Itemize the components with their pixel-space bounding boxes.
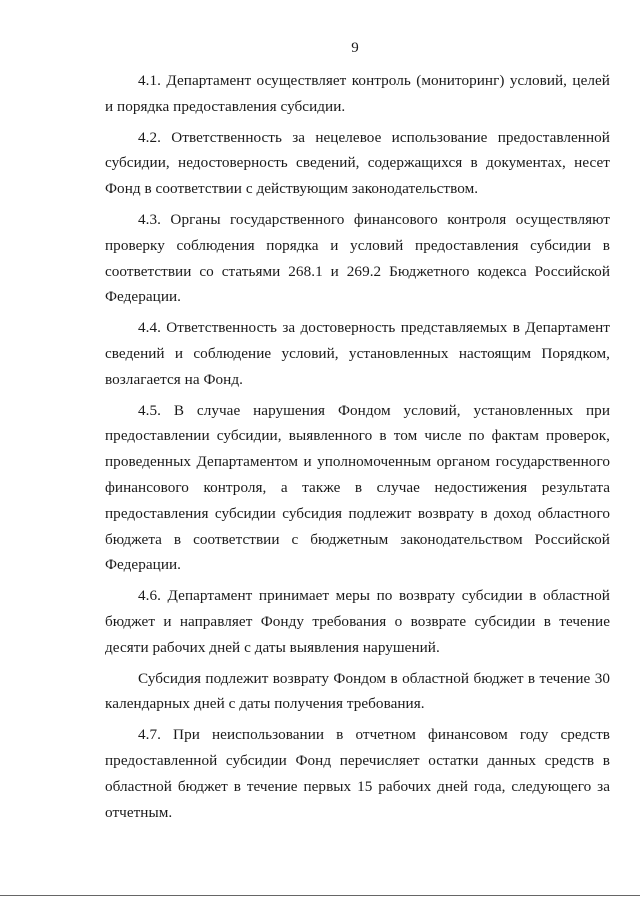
paragraph-4-4: 4.4. Ответственность за достоверность представляемых в Департамент сведений и соблюдение условий, установленных настоящим Порядком, возлагается на Фонд. <box>105 319 610 388</box>
document-body <box>105 68 610 830</box>
paragraph-4-2: 4.2. Ответственность за нецелевое использование предоставленной субсидии, недостоверность сведений, содержащихся в документах, несет Фонд в соответствии с действующим законодательством. <box>105 128 610 198</box>
bottom-edge-line <box>0 895 640 896</box>
paragraph-4-3: 4.3. Органы государственного финансового контроля осуществляют проверку соблюдения порядка и условий предоставления субсидии в соответствии со статьями 268.1 и 269.2 Бюджетного кодекса Российской Федерации. <box>105 210 610 306</box>
paragraph-4-1: 4.1. Департамент осуществляет контроль (мониторинг) условий, целей и порядка предоставления субсидии. <box>105 72 610 115</box>
paragraph-4-7: 4.7. При неиспользовании в отчетном финансовом году средств предоставленной субсидии Фонд перечисляет остатки данных средств в областной бюджет в течение первых 15 рабочих дней года, следующего за отчетным. <box>105 726 610 821</box>
paragraph-4-6: 4.6. Департамент принимает меры по возврату субсидии в областной бюджет и направляет Фонду требования о возврате субсидии в течение десяти рабочих дней с даты выявления нарушений. <box>105 587 610 656</box>
paragraph-4-5: 4.5. В случае нарушения Фондом условий, установленных при предоставлении субсидии, выявленного в том числе по фактам проверок, проведенных Департаментом и уполномоченным органом государственного финансового контроля, а также в случае недостижения результата предоставления субсидии субсидия подлежит возврату в доход областного бюджета в соответствии с бюджетным законодательством Российской Федерации. <box>105 401 610 574</box>
page-number: 9 <box>351 40 359 56</box>
paragraph-4-6-continuation: Субсидия подлежит возврату Фондом в областной бюджет в течение 30 календарных дней с даты получения требования. <box>105 669 610 713</box>
